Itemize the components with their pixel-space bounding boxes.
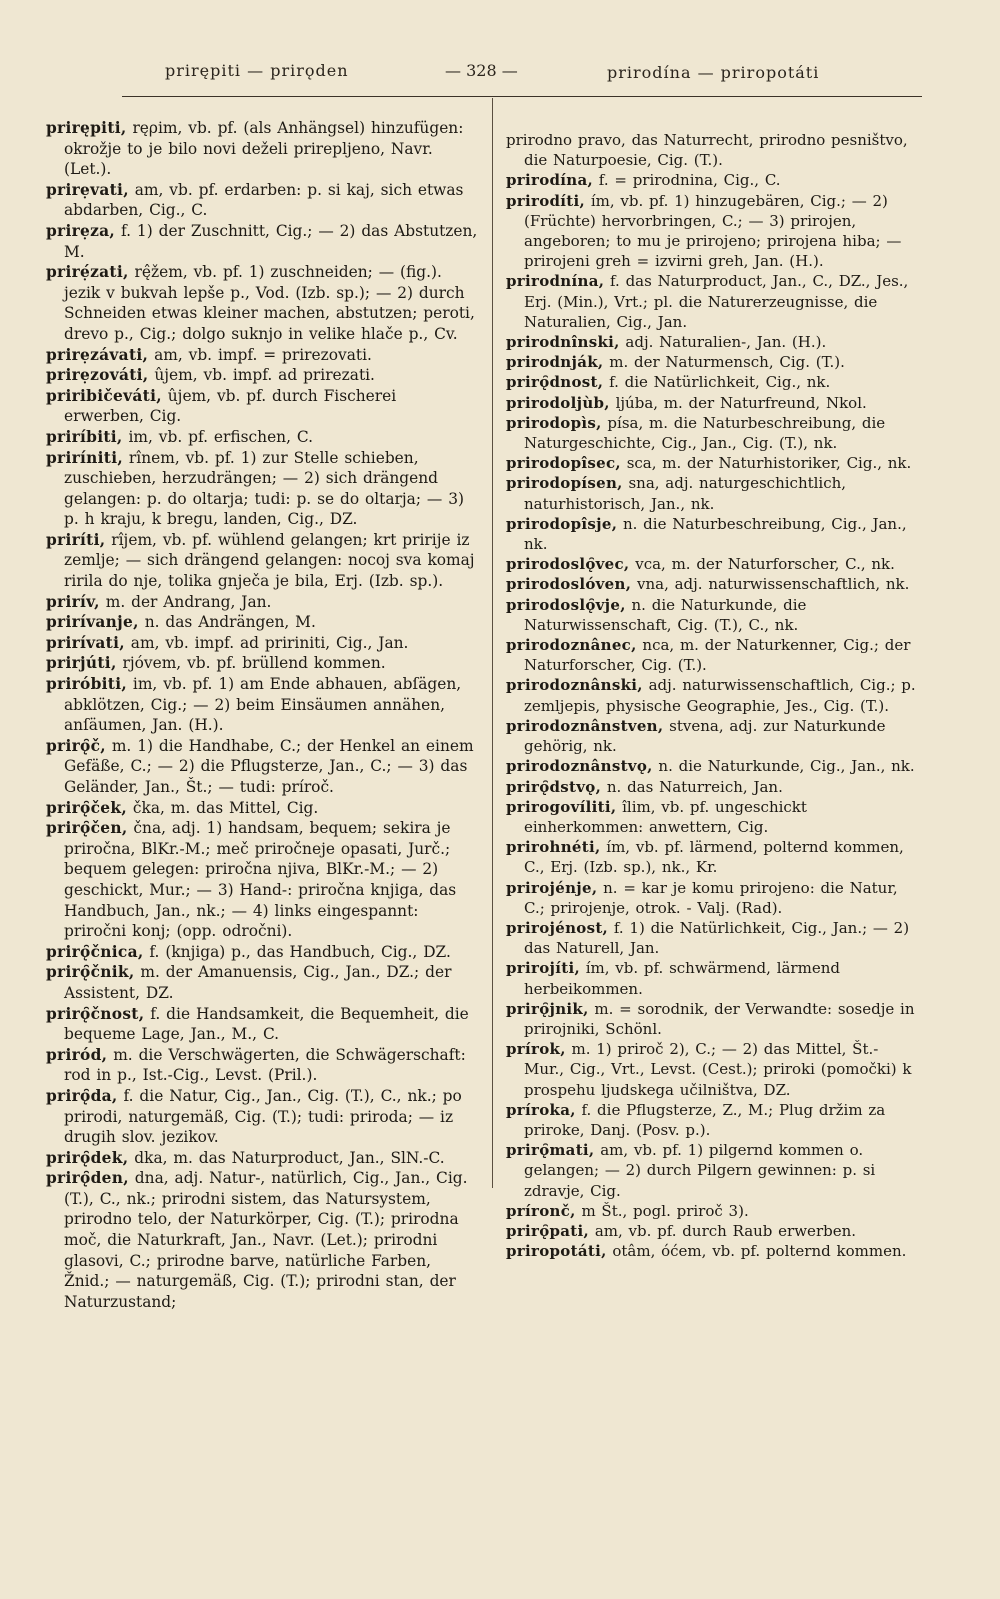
entry-headword: prirẹzávati, xyxy=(46,345,149,364)
entry-headword: prirǫ̑ček, xyxy=(46,798,127,817)
entry-headword: prirǫ̑dstvǫ, xyxy=(506,777,602,796)
entry-headword: prirodoznânstvǫ, xyxy=(506,757,653,776)
dictionary-entry xyxy=(46,262,478,344)
entry-definition: n. das Andrängen, M. xyxy=(138,613,316,632)
dictionary-entry xyxy=(506,958,916,998)
entry-definition: adj. Naturalien-, Jan. (H.). xyxy=(619,333,827,352)
entry-definition: rîjem, vb. pf. wühlend gelangen; krt pririje iz zemlje; — sich drängend gelangen: nocoj sva komaj ririla do nje, tolika gnječa je bila, Erj. (Izb. sp.). xyxy=(64,530,475,591)
entry-headword: priropotáti, xyxy=(506,1242,607,1261)
dictionary-entry xyxy=(506,332,916,352)
entry-headword: prirodnînski, xyxy=(506,333,620,352)
dictionary-entry xyxy=(46,818,478,942)
page-number: — 328 — xyxy=(445,61,518,80)
dictionary-entry xyxy=(46,1148,478,1169)
entry-definition: f. (knjiga) p., das Handbuch, Cig., DZ. xyxy=(143,942,451,961)
entry-definition: m. der Andrang, Jan. xyxy=(99,592,272,611)
dictionary-entry xyxy=(506,999,916,1039)
entry-headword: prirodnína, xyxy=(506,272,605,291)
entry-headword: priríti, xyxy=(46,530,106,549)
dictionary-entry xyxy=(46,1168,478,1312)
entry-headword: prirǫ̑čnik, xyxy=(46,963,135,982)
dictionary-entry xyxy=(506,191,916,272)
entry-headword: prirǫ̑čnica, xyxy=(46,942,144,961)
entry-headword: prirojénje, xyxy=(506,878,598,897)
left-column xyxy=(46,118,478,1312)
entry-definition: f. die Natur, Cig., Jan., Cig. (T.), C., nk.; po prirodi, naturgemäß, Cig. (T.); tudi: priroda; — iz drugih slov. jezikov. xyxy=(64,1086,462,1147)
entry-definition: čka, m. das Mittel, Cig. xyxy=(126,798,319,817)
dictionary-entry xyxy=(506,574,916,594)
entry-headword: priribičeváti, xyxy=(46,386,162,405)
entry-definition: ím, vb. pf. 1) hinzugebären, Cig.; — 2) (Früchte) hervorbringen, C.; — 3) prirojen, angeboren; to mu je prirojeno; prirojena hiba; — prirojeni greh = izvirni greh, Jan. (H.). xyxy=(524,191,902,271)
column-divider xyxy=(492,98,493,1188)
entry-headword: prirẹvati, xyxy=(46,180,129,199)
dictionary-entry xyxy=(506,554,916,574)
entry-headword: prirívati, xyxy=(46,633,125,652)
entry-headword: prirẹza, xyxy=(46,221,116,240)
dictionary-entry xyxy=(46,653,478,674)
dictionary-entry xyxy=(46,365,478,386)
entry-headword: prirodoljùb, xyxy=(506,393,610,412)
page-header xyxy=(0,58,1000,88)
dictionary-entry xyxy=(506,271,916,332)
dictionary-entry xyxy=(506,756,916,776)
entry-headword: priród, xyxy=(46,1045,108,1064)
entry-definition: sca, m. der Naturhistoriker, Cig., nk. xyxy=(620,454,912,473)
entry-headword: prirívanje, xyxy=(46,613,139,632)
entry-headword: prirǫ̑č, xyxy=(46,736,106,755)
dictionary-entry xyxy=(506,170,916,190)
entry-headword: prirodoznânec, xyxy=(506,636,637,655)
entry-definition: prirodno pravo, das Naturrecht, prirodno pesništvo, die Naturpoesie, Cig. (T.). xyxy=(506,131,908,170)
entry-headword: prirodoslóven, xyxy=(506,575,632,594)
entry-definition: rę̂žem, vb. pf. 1) zuschneiden; — (fig.). jezik v bukvah lepše p., Vod. (Izb. sp.); — 2) durch Schneiden etwas kleiner machen, abstutzen; peroti, drevo p., Cig.; dolgo suknjo in velike hlače p., Cv. xyxy=(64,263,475,343)
dictionary-entry xyxy=(46,633,478,654)
dictionary-entry xyxy=(506,1201,916,1221)
dictionary-entry xyxy=(46,221,478,262)
dictionary-entry xyxy=(46,448,478,530)
entry-headword: prirohnéti, xyxy=(506,838,601,857)
entry-definition: f. 1) der Zuschnitt, Cig.; — 2) das Abstutzen, M. xyxy=(64,221,478,261)
entry-headword: prirǫ̑den, xyxy=(46,1169,129,1188)
entry-headword: prírok, xyxy=(506,1040,566,1059)
dictionary-entry xyxy=(46,345,478,366)
dictionary-entry xyxy=(506,1221,916,1241)
entry-definition: ím, vb. pf. schwärmend, lärmend herbeikommen. xyxy=(524,959,840,998)
dictionary-entry xyxy=(506,1140,916,1201)
dictionary-entry xyxy=(506,918,916,958)
dictionary-entry xyxy=(46,1086,478,1148)
entry-headword: prirogovíliti, xyxy=(506,797,617,816)
dictionary-entry xyxy=(506,797,916,837)
entry-headword: priríniti, xyxy=(46,448,124,467)
entry-definition: n. die Naturbeschreibung, Cig., Jan., nk. xyxy=(524,514,907,554)
dictionary-entry xyxy=(506,413,916,453)
entry-headword: príroka, xyxy=(506,1100,576,1119)
entry-headword: prirǫ̑mati, xyxy=(506,1141,595,1160)
entry-headword: prirodoslǫ̑vec, xyxy=(506,555,630,574)
entry-definition: dka, m. das Naturproduct, Jan., SlN.-C. xyxy=(128,1148,445,1167)
entry-headword: prirojíti, xyxy=(506,959,580,978)
entry-headword: prirǫ̑dnost, xyxy=(506,373,604,392)
entry-definition: rînem, vb. pf. 1) zur Stelle schieben, zuschieben, herzudrängen; — 2) sich drängend gelangen: p. do oltarja; tudi: p. se do oltarja; — 3) p. h kraju, k bregu, landen, Cig., DZ. xyxy=(64,448,465,529)
entry-headword: prirodoznânski, xyxy=(506,676,643,695)
header-left-range: prirępiti — prirǫden xyxy=(165,61,349,80)
entry-definition: m. = sorodnik, der Verwandte: sosedje in prirojniki, Schönl. xyxy=(524,999,915,1038)
dictionary-entry xyxy=(46,798,478,819)
entry-headword: prirǫ̑dek, xyxy=(46,1148,129,1167)
dictionary-entry xyxy=(46,674,478,736)
entry-headword: prirępiti, xyxy=(46,119,127,137)
dictionary-entry xyxy=(46,386,478,427)
entry-definition: n. = kar je komu prirojeno: die Natur, C.; prirojenje, otrok. - Valj. (Rad). xyxy=(524,878,898,917)
dictionary-entry xyxy=(506,393,916,413)
right-column xyxy=(506,130,916,1261)
dictionary-entry xyxy=(506,1039,916,1100)
dictionary-entry xyxy=(506,595,916,635)
entry-definition: dna, adj. Natur-, natürlich, Cig., Jan., Cig. (T.), C., nk.; prirodni sistem, das Natursystem, prirodno telo, der Naturkörper, Cig. (T.); prirodna moč, die Naturkraft, Jan., Navr. (Let.); prirodni glasovi, C.; prirodne barve, natürliche Farben, Žnid.; — naturgemäß, Cig. (T.); prirodni stan, der Naturzustand; xyxy=(64,1169,468,1311)
dictionary-entry xyxy=(506,675,916,715)
entry-headword: prirǫ̑da, xyxy=(46,1086,118,1105)
dictionary-entry xyxy=(46,736,478,798)
entry-definition: adj. naturwissenschaftlich, Cig.; p. zemljepis, physische Geographie, Jes., Cig. (T.). xyxy=(524,676,916,715)
dictionary-entry xyxy=(46,612,478,633)
entry-definition: am, vb. pf. 1) pilgernd kommen o. gelangen; — 2) durch Pilgern gewinnen: p. si zdravje, Cig. xyxy=(524,1141,876,1200)
dictionary-entry xyxy=(46,942,478,963)
entry-headword: prirodíti, xyxy=(506,191,586,210)
entry-headword: prirẹzováti, xyxy=(46,366,149,385)
entry-definition: n. das Naturreich, Jan. xyxy=(601,777,783,796)
entry-definition: m. der Naturmensch, Cig. (T.). xyxy=(603,353,845,372)
entry-definition: îlim, vb. pf. ungeschickt einherkommen: anwettern, Cig. xyxy=(524,797,807,836)
entry-headword: prirodopìs, xyxy=(506,413,602,432)
entry-definition: am, vb. impf. ad pririniti, Cig., Jan. xyxy=(124,633,409,652)
dictionary-entry xyxy=(506,878,916,918)
entry-headword: prirív, xyxy=(46,592,100,611)
entry-definition: f. 1) die Natürlichkeit, Cig., Jan.; — 2) das Naturell, Jan. xyxy=(524,918,910,958)
entry-definition: ûjem, vb. impf. ad prirezati. xyxy=(148,366,375,385)
entry-definition: m. der Amanuensis, Cig., Jan., DZ.; der Assistent, DZ. xyxy=(64,963,452,1002)
entry-definition: otâm, óćem, vb. pf. polternd kommen. xyxy=(606,1242,907,1261)
entry-definition: sna, adj. naturgeschichtlich, naturhistorisch, Jan., nk. xyxy=(524,474,847,513)
entry-definition: písa, m. die Naturbeschreibung, die Naturgeschichte, Cig., Jan., Cig. (T.), nk. xyxy=(524,413,886,453)
dictionary-entry xyxy=(506,352,916,372)
dictionary-entry xyxy=(46,118,478,180)
dictionary-entry xyxy=(46,427,478,448)
entry-definition: čna, adj. 1) handsam, bequem; sekira je priročna, BlKr.-M.; meč priročneje opasati, Jurč.; bequem gelegen: priročna njiva, BlKr.-M.; — 2) geschickt, Mur.; — 3) Hand-: priročna knjiga, das Handbuch, Jan., nk.; — 4) links eingespannt: priročni konj; (opp. odročni). xyxy=(64,819,457,941)
entry-definition: im, vb. pf. 1) am Ende abhauen, abſägen, abklötzen, Cig.; — 2) beim Einsäumen annähen, anſäumen, Jan. (H.). xyxy=(64,675,462,735)
entry-definition: vca, m. der Naturforscher, C., nk. xyxy=(629,555,895,574)
entry-headword: príronč, xyxy=(506,1201,576,1220)
entry-definition: am, vb. pf. durch Raub erwerben. xyxy=(589,1221,857,1240)
entry-definition: am, vb. pf. erdarben: p. si kaj, sich etwas abdarben, Cig., C. xyxy=(64,180,464,220)
entry-headword: prirojénost, xyxy=(506,918,609,937)
entry-headword: prirodopîsje, xyxy=(506,514,618,533)
entry-headword: prirodopîsec, xyxy=(506,454,621,473)
dictionary-entry xyxy=(46,962,478,1003)
entry-definition: ljúba, m. der Naturfreund, Nkol. xyxy=(609,393,867,412)
entry-definition: m. 1) die Handhabe, C.; der Henkel an einem Gefäße, C.; — 2) die Pflugsterze, Jan., C.; — 3) das Geländer, Jan., Št.; — tudi: príroč. xyxy=(64,736,474,796)
entry-headword: prirǫ̑jnik, xyxy=(506,999,589,1018)
entry-definition: nca, m. der Naturkenner, Cig.; der Naturforscher, Cig. (T.). xyxy=(524,636,911,675)
entry-headword: prirodnják, xyxy=(506,353,604,372)
entry-definition: m. die Verschwägerten, die Schwägerschaft: rod in p., Ist.-Cig., Levst. (Pril.). xyxy=(64,1045,466,1085)
dictionary-entry xyxy=(506,777,916,797)
entry-definition: am, vb. impf. = prirezovati. xyxy=(148,345,372,364)
entry-headword: prirǫ̑čen, xyxy=(46,819,128,838)
entry-headword: prirǫ̑čnost, xyxy=(46,1004,145,1023)
entry-definition: n. die Naturkunde, Cig., Jan., nk. xyxy=(652,757,915,776)
entry-headword: priríbiti, xyxy=(46,427,123,446)
entry-definition: f. die Pflugsterze, Z., M.; Plug držim za priroke, Danj. (Posv. p.). xyxy=(524,1100,886,1139)
entry-definition: f. die Natürlichkeit, Cig., nk. xyxy=(603,373,831,392)
dictionary-entry xyxy=(46,592,478,613)
dictionary-entry xyxy=(506,473,916,513)
dictionary-entry xyxy=(46,1045,478,1086)
entry-definition: rjóvem, vb. pf. brüllend kommen. xyxy=(116,654,386,673)
entry-definition: n. die Naturkunde, die Naturwissenschaft, Cig. (T.), C., nk. xyxy=(524,595,807,634)
dictionary-entry xyxy=(506,837,916,877)
dictionary-entry xyxy=(46,180,478,221)
dictionary-entry xyxy=(506,514,916,554)
entry-headword: prirodopísen, xyxy=(506,474,623,493)
entry-definition: m. 1) priroč 2), C.; — 2) das Mittel, Št.-Mur., Cig., Vrt., Levst. (Cest.); priroki (pomočki) k prospehu ljudskega učilništva, DZ. xyxy=(524,1040,912,1099)
entry-headword: prirodoznânstven, xyxy=(506,716,664,735)
entry-headword: prirodoslǫ̑vje, xyxy=(506,595,626,614)
dictionary-entry xyxy=(506,130,916,170)
header-rule xyxy=(122,96,922,97)
entry-headword: priróbiti, xyxy=(46,675,128,694)
entry-definition: vna, adj. naturwissenschaftlich, nk. xyxy=(631,575,910,594)
entry-definition: im, vb. pf. erfischen, C. xyxy=(122,427,314,446)
entry-definition: ręρim, vb. pf. (als Anhängsel) hinzufügen: okrožje to je bilo novi deželi prirepljeno, Navr. (Let.). xyxy=(64,119,464,179)
dictionary-entry xyxy=(506,453,916,473)
entry-definition: ím, vb. pf. lärmend, polternd kommen, C., Erj. (Izb. sp.), nk., Kr. xyxy=(524,838,904,877)
dictionary-entry xyxy=(46,530,478,592)
entry-headword: prirǫ̑pati, xyxy=(506,1221,590,1240)
entry-headword: prirjúti, xyxy=(46,654,117,673)
entry-definition: stvena, adj. zur Naturkunde gehörig, nk. xyxy=(524,716,886,756)
entry-headword: prirodína, xyxy=(506,171,594,190)
dictionary-entry xyxy=(506,1100,916,1140)
entry-definition: f. die Handsamkeit, die Bequemheit, die bequeme Lage, Jan., M., C. xyxy=(64,1004,469,1044)
entry-definition: f. = prirodnina, Cig., C. xyxy=(593,171,781,190)
header-right-range: prirodína — priropotáti xyxy=(607,63,820,82)
entry-definition: ûjem, vb. pf. durch Fischerei erwerben, Cig. xyxy=(64,386,397,426)
dictionary-entry xyxy=(46,1004,478,1045)
dictionary-entry xyxy=(506,716,916,756)
entry-headword: prirẹ́zati, xyxy=(46,263,129,282)
dictionary-entry xyxy=(506,635,916,675)
dictionary-entry xyxy=(506,372,916,392)
dictionary-entry xyxy=(506,1241,916,1261)
entry-definition: m Št., pogl. priroč 3). xyxy=(575,1201,749,1220)
entry-definition: f. das Naturproduct, Jan., C., DZ., Jes., Erj. (Min.), Vrt.; pl. die Naturerzeugnisse, die Naturalien, Cig., Jan. xyxy=(524,272,909,331)
